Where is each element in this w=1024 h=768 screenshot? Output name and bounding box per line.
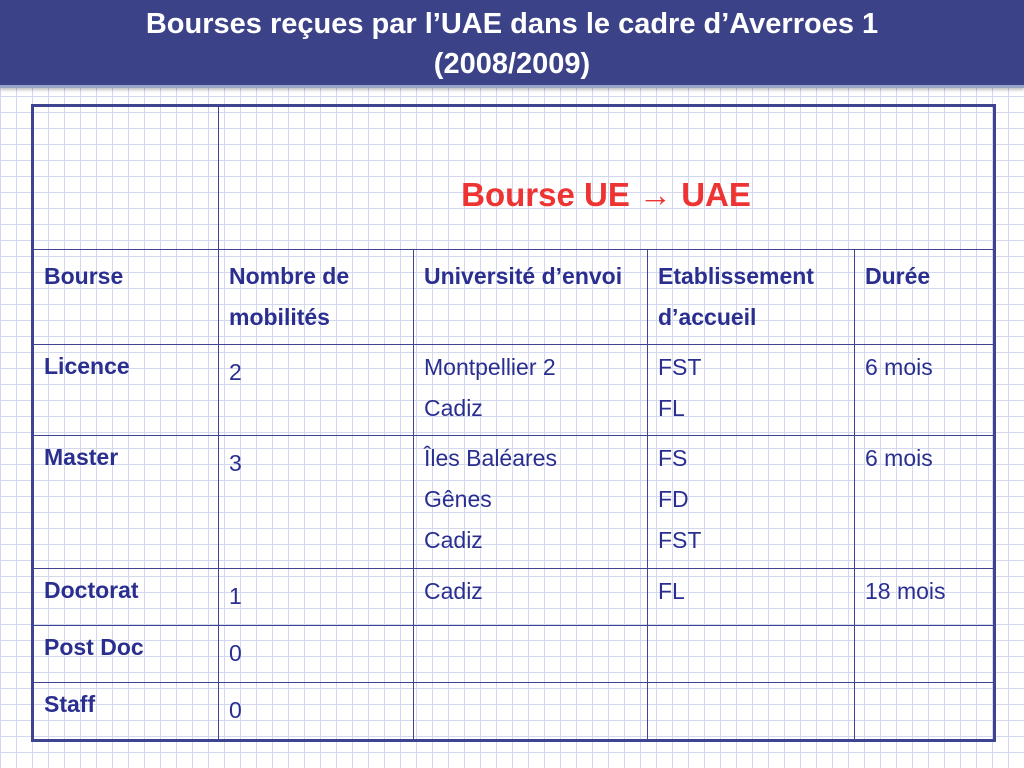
duree-cell <box>855 345 995 436</box>
duree-value: 6 mois <box>865 445 933 471</box>
column-header: Durée <box>855 250 995 345</box>
universite-cell <box>414 683 648 741</box>
table-row <box>33 569 995 626</box>
bourse-cell: Licence <box>33 345 219 436</box>
universite-cell <box>414 626 648 683</box>
slide-title <box>0 0 1024 88</box>
nombre-cell: 1 <box>219 569 414 626</box>
universite-item: Îles Baléares <box>424 445 557 471</box>
column-header: Bourse <box>33 250 219 345</box>
etablissement-item: FD <box>658 486 689 512</box>
column-header-row <box>33 250 995 345</box>
universite-cell <box>414 436 648 569</box>
duree-cell <box>855 436 995 569</box>
table-heading: Bourse UE → UAE <box>461 176 751 213</box>
etablissement-cell <box>648 436 855 569</box>
scholarship-table <box>31 104 996 742</box>
universite-cell <box>414 569 648 626</box>
etablissement-cell <box>648 345 855 436</box>
bourse-cell: Doctorat <box>33 569 219 626</box>
universite-item: Cadiz <box>424 578 483 604</box>
universite-item: Cadiz <box>424 395 483 421</box>
bourse-cell: Master <box>33 436 219 569</box>
etablissement-item: FST <box>658 527 702 553</box>
etablissement-cell <box>648 683 855 741</box>
duree-cell <box>855 683 995 741</box>
table-row <box>33 345 995 436</box>
duree-cell <box>855 569 995 626</box>
table-row <box>33 626 995 683</box>
etablissement-item: FST <box>658 354 702 380</box>
nombre-cell: 0 <box>219 683 414 741</box>
bourse-cell: Staff <box>33 683 219 741</box>
nombre-cell: 0 <box>219 626 414 683</box>
universite-item: Gênes <box>424 486 492 512</box>
universite-cell <box>414 345 648 436</box>
bourse-cell: Post Doc <box>33 626 219 683</box>
table-heading-row <box>33 106 995 250</box>
duree-value: 6 mois <box>865 354 933 380</box>
nombre-cell: 2 <box>219 345 414 436</box>
duree-value: 18 mois <box>865 578 946 604</box>
etablissement-cell <box>648 569 855 626</box>
universite-item: Montpellier 2 <box>424 354 556 380</box>
column-header: Université d’envoi <box>414 250 648 345</box>
table-heading-cell <box>219 106 995 250</box>
nombre-cell: 3 <box>219 436 414 569</box>
universite-item: Cadiz <box>424 527 483 553</box>
table-row <box>33 683 995 741</box>
column-header: Etablissement d’accueil <box>648 250 855 345</box>
etablissement-item: FL <box>658 395 685 421</box>
etablissement-item: FL <box>658 578 685 604</box>
empty-corner-cell <box>33 106 219 250</box>
slide-title-line-2: (2008/2009) <box>433 48 591 80</box>
etablissement-item: FS <box>658 445 688 471</box>
slide-title-line-1: Bourses reçues par l’UAE dans le cadre d’Averroes 1 <box>145 8 879 40</box>
etablissement-cell <box>648 626 855 683</box>
table-row <box>33 436 995 569</box>
duree-cell <box>855 626 995 683</box>
column-header: Nombre de mobilités <box>219 250 414 345</box>
